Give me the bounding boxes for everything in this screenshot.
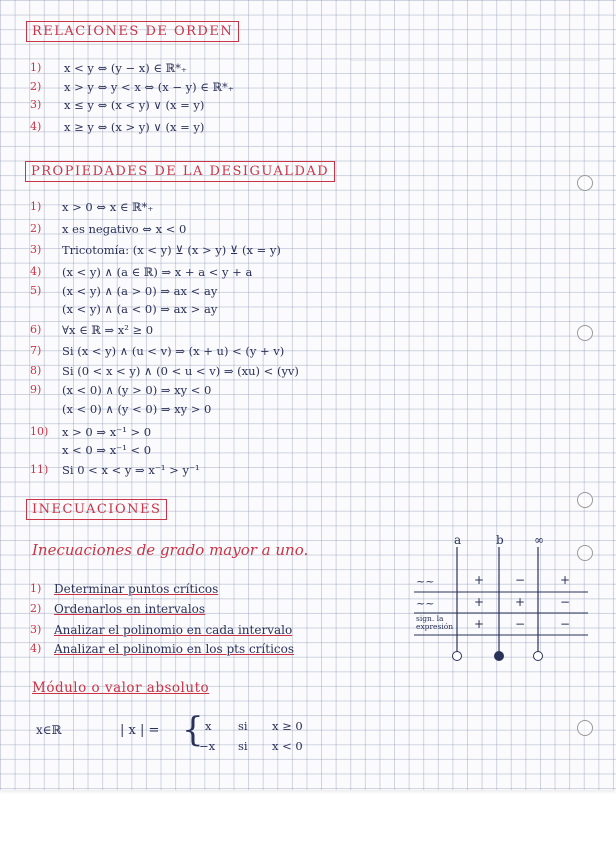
modulo-case-condition: x ≥ 0 — [272, 719, 303, 733]
propiedad-text: Si 0 < x < y ⇒ x⁻¹ > y⁻¹ — [62, 463, 200, 477]
step-number: 3) — [30, 623, 42, 636]
bleed-through-decoration — [330, 0, 616, 790]
step-number: 2) — [30, 602, 42, 615]
propiedad-text: x > 0 ⇔ x ∈ ℝ*₊ — [62, 200, 154, 214]
relacion-text: x ≥ y ⇔ (x > y) ∨ (x = y) — [64, 120, 205, 134]
critical-point-b — [494, 651, 504, 661]
modulo-case-si: si — [238, 719, 248, 733]
section-title-propiedades: PROPIEDADES DE LA DESIGUALDAD — [25, 161, 335, 182]
step-number: 1) — [30, 582, 42, 595]
sign-table — [412, 535, 592, 670]
propiedad-text: (x < y) ∧ (a > 0) ⇒ ax < ay — [62, 284, 218, 298]
propiedad-text: (x < y) ∧ (a < 0) ⇒ ax > ay — [62, 302, 218, 316]
relacion-number: 3) — [30, 98, 42, 111]
sign-cell: + — [515, 595, 526, 609]
sign-cell: + — [560, 573, 571, 587]
relacion-number: 2) — [30, 80, 42, 93]
propiedad-text: (x < y) ∧ (a ∈ ℝ) ⇒ x + a < y + a — [62, 265, 253, 279]
propiedad-number: 2) — [30, 222, 42, 235]
ring-hole-decoration — [577, 175, 593, 191]
ring-hole-decoration — [577, 325, 593, 341]
sign-table-column-label: b — [496, 533, 504, 547]
step-number: 4) — [30, 642, 42, 655]
propiedad-number: 3) — [30, 243, 42, 256]
propiedad-text: Tricotomía: (x < y) ⊻ (x > y) ⊻ (x = y) — [62, 243, 281, 257]
sign-cell: − — [560, 617, 571, 631]
propiedad-text: Si (0 < x < y) ∧ (0 < u < v) ⇒ (xu) < (yv) — [62, 364, 299, 378]
propiedad-number: 7) — [30, 344, 42, 357]
ring-hole-decoration — [577, 545, 593, 561]
propiedad-number: 4) — [30, 265, 42, 278]
relacion-number: 1) — [30, 61, 42, 74]
modulo-brace: { — [182, 710, 204, 750]
modulo-case-condition: x < 0 — [272, 739, 303, 753]
propiedad-text: x < 0 ⇒ x⁻¹ < 0 — [62, 443, 152, 457]
modulo-domain: x∈ℝ — [36, 723, 62, 737]
step-text: Analizar el polinomio en los pts críticos — [54, 642, 295, 656]
sign-table-row-label: ~~ — [416, 597, 435, 610]
inecuaciones-subtitle: Inecuaciones de grado mayor a uno. — [32, 541, 309, 559]
propiedad-number: 6) — [30, 323, 42, 336]
relacion-text: x ≤ y ⇔ (x < y) ∨ (x = y) — [64, 98, 205, 112]
sign-table-column-label: a — [454, 533, 462, 547]
sign-table-column-label: ∞ — [534, 533, 544, 547]
step-text: Determinar puntos críticos — [54, 582, 219, 596]
step-text: Analizar el polinomio en cada intervalo — [54, 623, 293, 637]
sign-cell: + — [474, 595, 485, 609]
section-title-relaciones: RELACIONES DE ORDEN — [26, 21, 239, 42]
relacion-text: x > y ⇔ y < x ⇔ (x − y) ∈ ℝ*₊ — [64, 80, 234, 94]
step-text: Ordenarlos en intervalos — [54, 602, 206, 616]
propiedad-text: (x < 0) ∧ (y < 0) ⇒ xy > 0 — [62, 402, 212, 416]
modulo-lhs: | x | = — [120, 723, 160, 738]
propiedad-text: x es negativo ⇔ x < 0 — [62, 222, 187, 236]
sign-cell: + — [474, 617, 485, 631]
modulo-case-value: x — [205, 719, 212, 733]
sign-cell: + — [474, 573, 485, 587]
sign-cell: − — [515, 573, 526, 587]
critical-point-a — [452, 651, 462, 661]
propiedad-number: 5) — [30, 284, 42, 297]
sign-table-row-label: sign. la expresión — [416, 614, 454, 631]
propiedad-text: Si (x < y) ∧ (u < v) ⇒ (x + u) < (y + v) — [62, 344, 285, 358]
propiedad-text: x > 0 ⇒ x⁻¹ > 0 — [62, 425, 152, 439]
propiedad-number: 11) — [30, 463, 49, 476]
ring-hole-decoration — [577, 720, 593, 736]
ring-hole-decoration — [577, 492, 593, 508]
propiedad-text: (x < 0) ∧ (y > 0) ⇒ xy < 0 — [62, 383, 212, 397]
propiedad-number: 10) — [30, 425, 49, 438]
section-title-inecuaciones: INECUACIONES — [26, 499, 167, 520]
sign-table-row-label: ~~ — [416, 575, 435, 588]
modulo-case-value: −x — [199, 739, 216, 753]
relacion-number: 4) — [30, 120, 42, 133]
critical-point-inf — [533, 651, 543, 661]
modulo-case-si: si — [238, 739, 248, 753]
propiedad-number: 9) — [30, 383, 42, 396]
modulo-title: Módulo o valor absoluto — [32, 680, 210, 696]
propiedad-number: 1) — [30, 200, 42, 213]
propiedad-text: ∀x ∈ ℝ ⇒ x² ≥ 0 — [62, 323, 154, 337]
sign-cell: − — [515, 617, 526, 631]
relacion-text: x < y ⇔ (y − x) ∈ ℝ*₊ — [64, 61, 187, 75]
sign-cell: − — [560, 595, 571, 609]
propiedad-number: 8) — [30, 364, 42, 377]
